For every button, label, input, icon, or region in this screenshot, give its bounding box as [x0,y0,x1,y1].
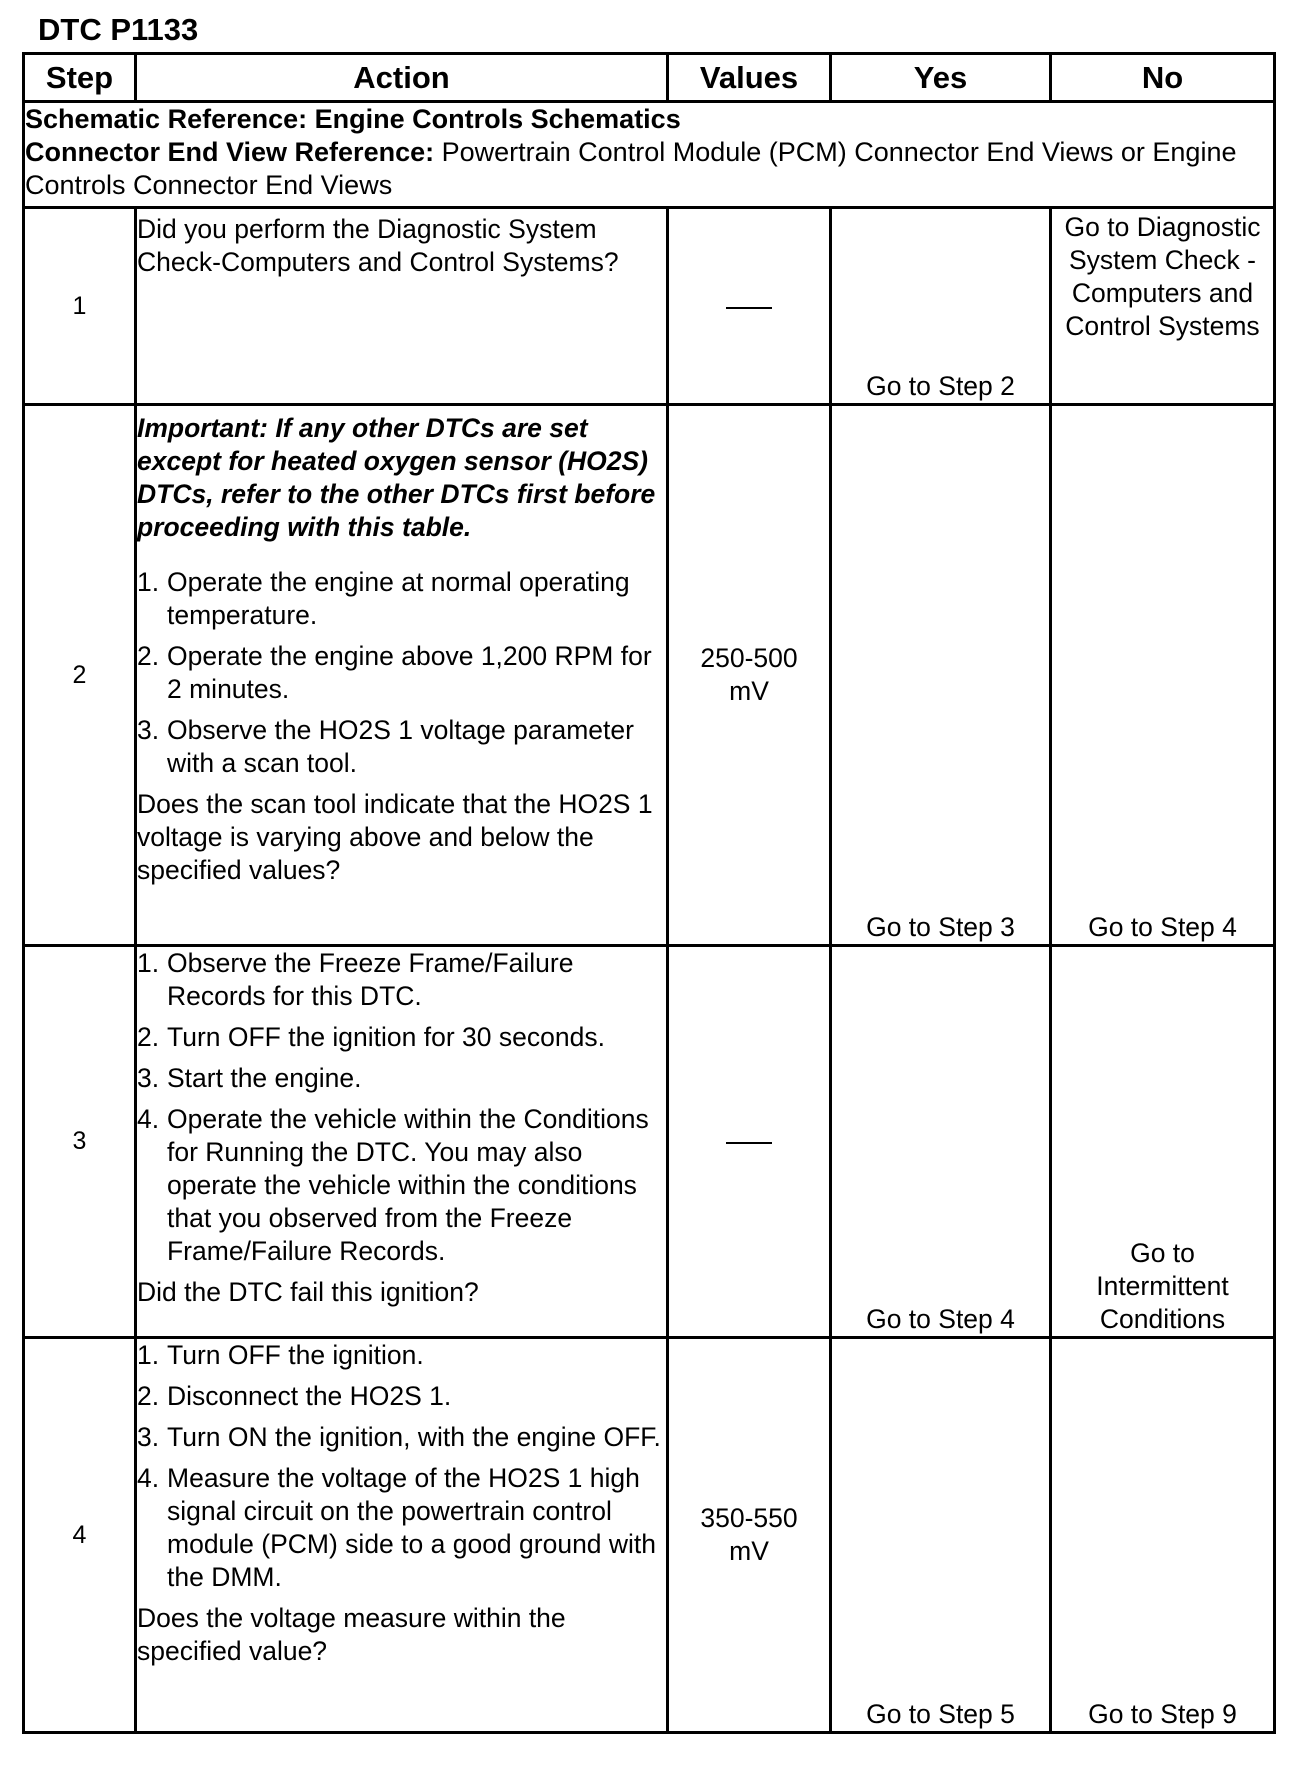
no-value-dash [726,307,772,309]
list-item: 3. Turn ON the ignition, with the engine OFF. [137,1422,661,1452]
table-row [24,405,1275,946]
list-item: 1. Observe the Freeze Frame/Failure Records for this DTC. [137,948,574,1011]
header-no: No [1051,54,1275,102]
values-cell [668,208,831,405]
yes-cell: Go to Step 2 [831,208,1051,405]
header-step: Step [24,54,136,102]
values-cell [668,405,831,946]
step-number: 1 [24,208,136,405]
list-item: 4. Measure the voltage of the HO2S 1 high signal circuit on the powertrain control module (PCM) side to a good ground with the DMM. [137,1463,657,1592]
important-note: Important: If any other DTCs are set except for heated oxygen sensor (HO2S) DTCs, refer to the other DTCs first before proceeding with this table. [137,413,656,542]
document-title: DTC P1133 [38,12,199,47]
no-cell-text: Go to Intermittent Conditions [1096,1238,1229,1334]
action-steps-list [137,1339,666,1594]
reference-cell [24,102,1275,208]
step-number: 2 [24,405,136,946]
values-cell [668,946,831,1338]
header-values: Values [668,54,831,102]
table-row [24,946,1275,1338]
yes-cell: Go to Step 5 [831,1338,1051,1733]
list-item: 2. Operate the engine above 1,200 RPM for 2 minutes. [137,641,652,704]
no-value-dash [726,1142,772,1144]
values-cell [668,1338,831,1733]
schematic-reference: Schematic Reference: Engine Controls Schematics [25,104,681,134]
action-steps-list [137,566,666,780]
action-steps-list [137,947,666,1268]
action-cell [136,1338,668,1733]
list-item: 2. Turn OFF the ignition for 30 seconds. [137,1022,605,1052]
header-row [24,54,1275,102]
no-cell: Go to Step 4 [1051,405,1275,946]
no-cell: Go to Diagnostic System Check - Computers and Control Systems [1051,208,1275,405]
step-number: 4 [24,1338,136,1733]
table-row [24,1338,1275,1733]
reference-row [24,102,1275,208]
header-yes: Yes [831,54,1051,102]
action-question: Did you perform the Diagnostic System Check-Computers and Control Systems? [137,214,619,277]
diagnostic-table [22,52,1276,1734]
connector-reference-label: Connector End View Reference: [25,137,435,167]
action-question: Did the DTC fail this ignition? [137,1277,479,1307]
list-item: 2. Disconnect the HO2S 1. [137,1381,452,1411]
list-item: 3. Observe the HO2S 1 voltage parameter with a scan tool. [137,715,634,778]
step-number: 3 [24,946,136,1338]
list-item: 1. Operate the engine at normal operating temperature. [137,567,630,630]
action-question: Does the voltage measure within the specified value? [137,1603,566,1666]
header-action: Action [136,54,668,102]
list-item: 4. Operate the vehicle within the Conditions for Running the DTC. You may also operate the vehicle within the conditions that you observed from the Freeze Frame/Failure Records. [137,1104,649,1266]
value-text: 250-500 mV [700,643,798,706]
connector-reference-text: Powertrain Control Module (PCM) Connector End Views or Engine Controls Connector End Views [25,137,1237,200]
list-item: 1. Turn OFF the ignition. [137,1340,424,1370]
value-text: 350-550 mV [700,1503,798,1566]
table-row [24,208,1275,405]
action-cell [136,946,668,1338]
action-cell [136,208,668,405]
yes-cell: Go to Step 3 [831,405,1051,946]
action-cell [136,405,668,946]
no-cell: Go to Step 9 [1051,1338,1275,1733]
action-question: Does the scan tool indicate that the HO2S 1 voltage is varying above and below the specified values? [137,789,653,885]
list-item: 3. Start the engine. [137,1063,362,1093]
no-cell [1051,946,1275,1338]
yes-cell: Go to Step 4 [831,946,1051,1338]
